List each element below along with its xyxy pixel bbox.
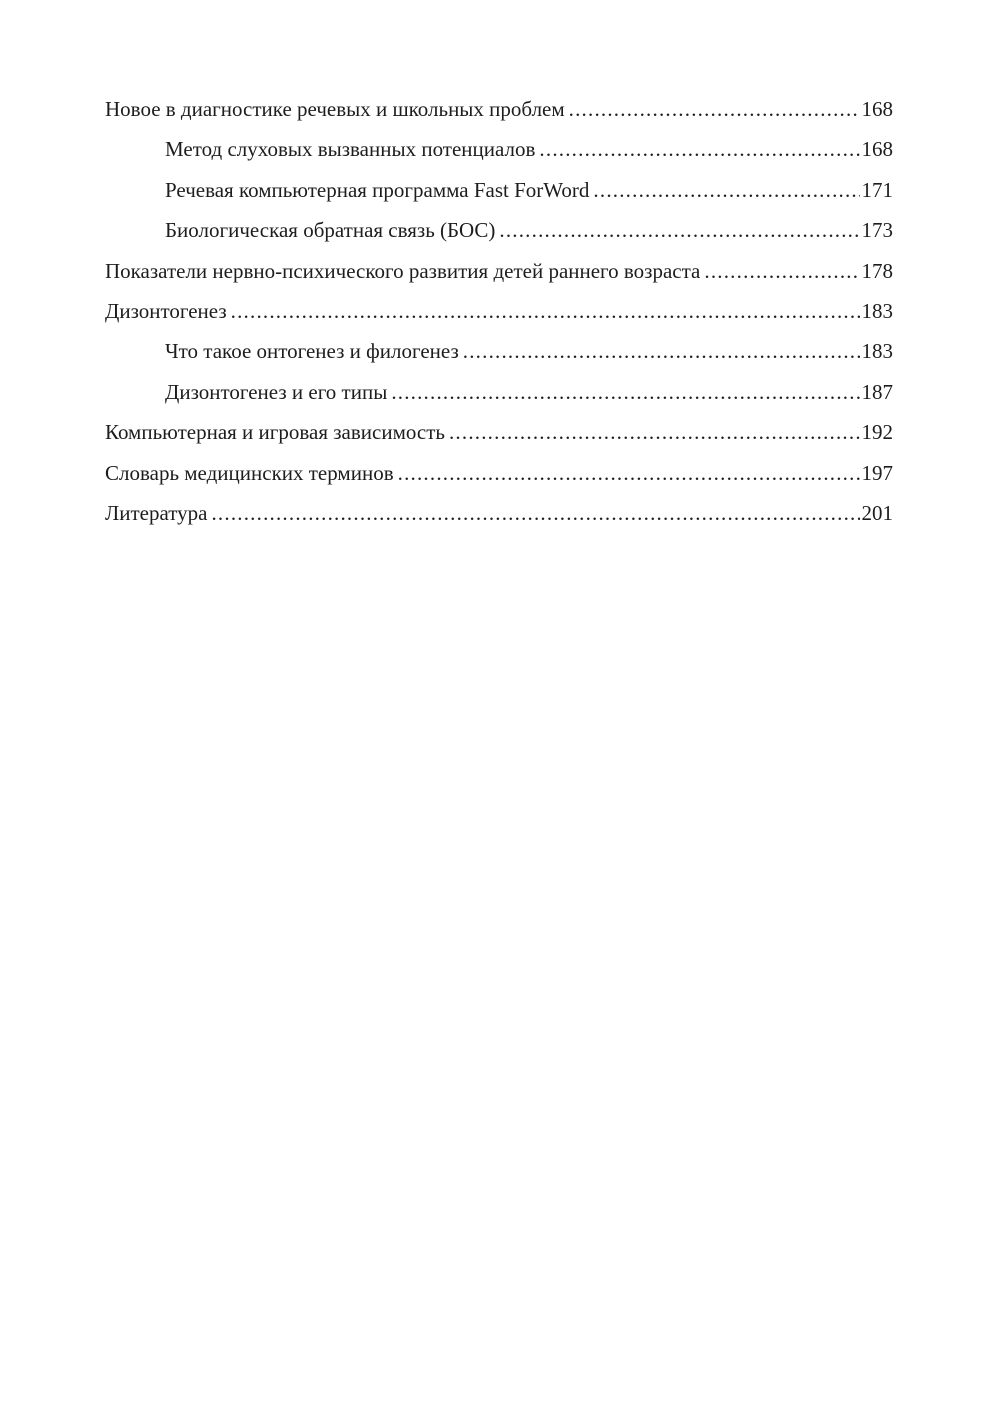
toc-page-number: 197: [861, 460, 893, 485]
toc-page-number: 183: [861, 298, 893, 323]
toc-page-number: 168: [861, 137, 893, 162]
toc-page-number: 178: [861, 258, 893, 283]
toc-dot-leader: [449, 420, 860, 445]
toc-entry: [105, 178, 893, 218]
toc-dot-leader: [704, 259, 859, 284]
toc-entry-title: Дизонтогенез и его типы: [165, 379, 388, 404]
toc-page-number: 201: [861, 500, 893, 525]
toc-page-number: 187: [861, 379, 893, 404]
toc-dot-leader: [211, 501, 859, 526]
toc-entry-title: Метод слуховых вызванных потенциалов: [165, 137, 536, 162]
toc-entry: [105, 299, 893, 339]
toc-dot-leader: [569, 97, 860, 122]
toc-dot-leader: [499, 218, 859, 243]
toc-entry: [105, 339, 893, 379]
toc-dot-leader: [391, 380, 859, 405]
toc-entry-title: Новое в диагностике речевых и школьных проблем: [105, 97, 565, 121]
toc-entry-title: Биологическая обратная связь (БОС): [165, 218, 496, 243]
toc-entry: [105, 380, 893, 420]
toc-entry-title: Компьютерная и игровая зависимость: [105, 420, 445, 445]
toc-entry-title: Показатели нервно-психического развития детей раннего возраста: [105, 258, 701, 283]
toc-page-number: 171: [861, 177, 893, 202]
toc-dot-leader: [593, 178, 859, 203]
toc-entry-title: Что такое онтогенез и филогенез: [165, 339, 459, 364]
toc-entry: [105, 259, 893, 299]
toc-entry-title: Дизонтогенез: [105, 298, 227, 323]
toc-page-number: 173: [861, 218, 893, 243]
toc-dot-leader: [398, 461, 860, 486]
toc-entry-title: Литература: [105, 500, 208, 525]
toc-entry: [105, 501, 893, 541]
toc-dot-leader: [231, 299, 860, 324]
table-of-contents: [105, 97, 893, 541]
toc-page-number: 183: [861, 339, 893, 364]
toc-dot-leader: [463, 339, 860, 364]
toc-page-number: 192: [861, 420, 893, 445]
toc-page-number: 168: [861, 97, 893, 121]
toc-entry: [105, 420, 893, 460]
toc-entry: [105, 137, 893, 177]
toc-entry: [105, 97, 893, 137]
toc-entry-title: Словарь медицинских терминов: [105, 460, 394, 485]
toc-entry: [105, 218, 893, 258]
toc-entry: [105, 461, 893, 501]
toc-dot-leader: [539, 137, 859, 162]
toc-entry-title: Речевая компьютерная программа Fast ForWord: [165, 177, 590, 202]
